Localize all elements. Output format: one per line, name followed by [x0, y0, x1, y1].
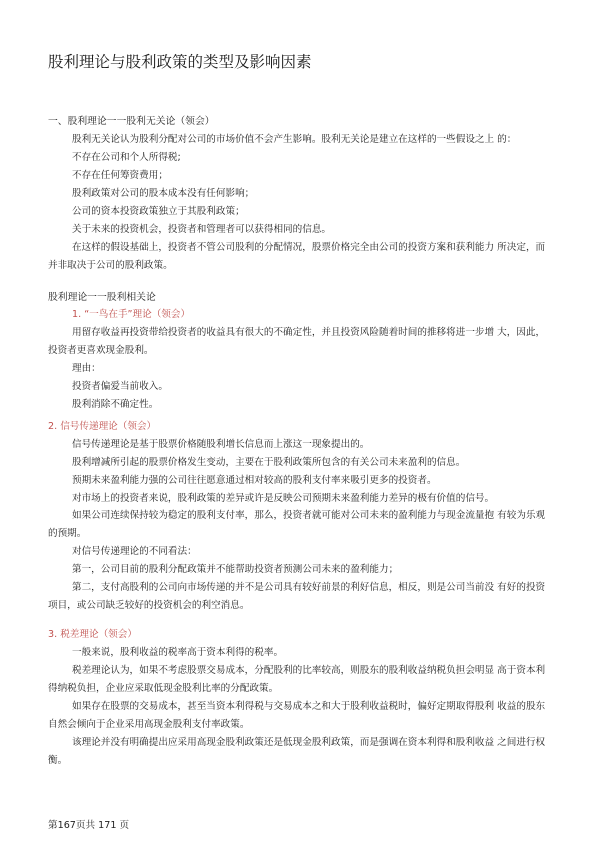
page-number-footer: 第167页共 171 页 [48, 820, 130, 831]
paragraph-line: 第一，公司目前的股利分配政策并不能帮助投资者预测公司未来的盈利能力； [72, 564, 399, 575]
list-item: 关于未来的投资机会，投资者和管理者可以获得相同的信息。 [72, 224, 332, 235]
paragraph-line: 如果存在股票的交易成本，甚至当资本利得税与交易成本之和大于股利收益税时，偏好定期取得股利 收益的股东 [72, 701, 546, 712]
subsection-heading: 1. “一鸟在手”理论（领会） [72, 309, 191, 320]
paragraph-line: 的预期。 [48, 528, 87, 539]
paragraph-line: 该理论并没有明确提出应采用高现金股利政策还是低现金股利政策，而是强调在资本利得和股利收益 之间进行权 [72, 737, 546, 748]
paragraph-line: 一般来说，股利收益的税率高于资本利得的税率。 [72, 647, 284, 658]
paragraph-line: 对市场上的投资者来说，股利政策的差异或许是反映公司预期未来盈利能力差异的极有价值的信号。 [72, 493, 495, 504]
paragraph-line: 投资者更喜欢现金股利。 [48, 345, 154, 356]
paragraph-line: 项目，或公司缺乏较好的投资机会的利空消息。 [48, 600, 250, 611]
subsection-heading: 3. 税差理论（领会） [48, 629, 137, 640]
list-item: 公司的资本投资政策独立于其股利政策； [72, 206, 245, 217]
section-heading: 一、股利理论一一股利无关论（领会） [48, 116, 215, 127]
paragraph-line: 对信号传递理论的不同看法： [72, 546, 197, 557]
paragraph-line: 股利无关论认为股利分配对公司的市场价值不会产生影响。股利无关论是建立在这样的一些假设之上 的： [72, 134, 517, 145]
paragraph-line: 用留存收益再投资带给投资者的收益具有很大的不确定性，并且投资风险随着时间的推移将进一步增 大，因此， [72, 327, 546, 338]
paragraph-line: 信号传递理论是基于股票价格随股利增长信息而上涨这一现象提出的。 [72, 439, 370, 450]
section-heading: 股利理论一一股利相关论 [48, 292, 156, 303]
paragraph-line: 衡。 [48, 755, 68, 766]
paragraph-line: 股利增减所引起的股票价格发生变动，主要在于股利政策所包含的有关公司未来盈利的信息。 [72, 457, 466, 468]
list-item: 不存在公司和个人所得税; [72, 152, 181, 163]
list-item: 股利政策对公司的股本成本没有任何影响； [72, 188, 255, 199]
paragraph-line: 税差理论认为，如果不考虑股票交易成本，分配股利的比率较高，则股东的股利收益纳税负担会明显 高于资本利 [72, 665, 546, 676]
list-item: 股利消除不确定性。 [72, 399, 159, 410]
paragraph-line: 在这样的假设基础上，投资者不管公司股利的分配情况，股票价格完全由公司的投资方案和获利能力 所决定，而 [72, 242, 546, 253]
paragraph-line: 理由： [72, 363, 101, 374]
list-item: 不存在任何筹资费用； [72, 170, 168, 181]
paragraph-line: 第二，支付高股利的公司向市场传递的并不是公司具有较好前景的利好信息，相反，则是公司当前没 有好的投资 [72, 582, 546, 593]
list-item: 投资者偏爱当前收入。 [72, 381, 168, 392]
subsection-heading: 2. 信号传递理论（领会） [48, 421, 157, 432]
paragraph-line: 预期未来盈利能力强的公司往往愿意通过相对较高的股利支付率来吸引更多的投资者。 [72, 475, 437, 486]
paragraph-line: 自然会倾向于企业采用高现金股利支付率政策。 [48, 719, 250, 730]
page-title: 股利理论与股利政策的类型及影响因素 [48, 53, 312, 71]
paragraph-line: 并非取决于公司的股利政策。 [48, 260, 173, 271]
paragraph-line: 如果公司连续保持较为稳定的股利支付率，那么，投资者就可能对公司未来的盈利能力与现金流量抱 有较为乐观 [72, 510, 546, 521]
paragraph-line: 得纳税负担，企业应采取低现金股利比率的分配政策。 [48, 683, 279, 694]
